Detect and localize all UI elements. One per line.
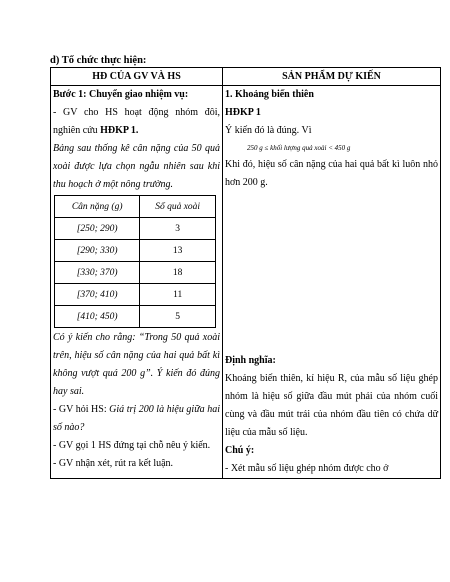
table-row	[55, 306, 216, 328]
answer-text: Ý kiến đó là đúng. Vì	[225, 125, 312, 136]
note-text: - Xét mẫu số liệu ghép nhóm được cho ở	[225, 463, 389, 474]
gv-ask-question: Giá trị 200 là hiệu giữa hai số nào?	[53, 404, 220, 433]
gv-ask-prefix: - GV hỏi HS:	[53, 404, 110, 415]
teacher-student-cell	[51, 86, 223, 479]
table-body-row	[51, 86, 441, 479]
activity-table	[50, 67, 441, 479]
definition-title: Định nghĩa:	[225, 355, 276, 366]
gv-call-paragraph: - GV gọi 1 HS đứng tại chỗ nêu ý kiến.	[53, 440, 211, 451]
table-header-row	[51, 68, 441, 86]
mango-count: 13	[140, 240, 216, 262]
question-paragraph: Có ý kiến cho rằng: “Trong 50 quả xoài trên, hiệu số cân nặng của hai quả bất kì không vượt quá 200 g”. Ý kiến đó đúng hay sai.	[53, 332, 220, 397]
mango-count: 11	[140, 284, 216, 306]
task-bold: HĐKP 1.	[100, 125, 139, 136]
col-right-header: SẢN PHẨM DỰ KIẾN	[223, 68, 441, 86]
col-left-header: HĐ CỦA GV VÀ HS	[51, 68, 223, 86]
table-row	[55, 240, 216, 262]
intro-paragraph: Bảng sau thống kê cân nặng của 50 quả xoài được lựa chọn ngẫu nhiên sau khi thu hoạch ở một nông trường.	[53, 143, 220, 190]
gv-ask-paragraph	[53, 401, 220, 437]
task-text: - GV cho HS hoạt động nhóm đôi, nghiên cứu	[53, 107, 220, 136]
mango-count: 18	[140, 262, 216, 284]
weight-inequality: 250 g ≤ khối lượng quả xoài < 450 g	[247, 144, 351, 152]
definition-text: Khoảng biến thiên, kí hiệu R, của mẫu số liệu ghép nhóm là hiệu số giữa đầu mút phải của nhóm cuối cùng và đầu mút trái của nhóm đầu tiên có chứa dữ liệu của mẫu số liệu.	[225, 373, 438, 438]
task-paragraph	[53, 104, 220, 140]
conclusion-text: Khi đó, hiệu số cân nặng của hai quả bất kì luôn nhỏ hơn 200 g.	[225, 159, 438, 188]
step-title: Bước 1: Chuyển giao nhiệm vụ:	[53, 89, 189, 100]
weight-interval: [330; 370)	[55, 262, 140, 284]
table-row	[55, 262, 216, 284]
weight-interval: [370; 410)	[55, 284, 140, 306]
hdkp-label: HĐKP 1	[225, 107, 261, 118]
section-heading: d) Tổ chức thực hiện:	[50, 55, 147, 66]
weight-interval: [290; 330)	[55, 240, 140, 262]
range-title: 1. Khoảng biến thiên	[225, 89, 314, 100]
weight-interval: [410; 450)	[55, 306, 140, 328]
table-row	[55, 284, 216, 306]
inner-header-weight: Cân nặng (g)	[55, 196, 140, 218]
mango-count: 3	[140, 218, 216, 240]
expected-product-cell	[223, 86, 441, 479]
inner-header-count: Số quả xoài	[140, 196, 216, 218]
blank-space	[225, 192, 438, 352]
mango-count: 5	[140, 306, 216, 328]
inner-header-row	[55, 196, 216, 218]
note-title: Chú ý:	[225, 445, 255, 456]
mango-weight-table	[54, 195, 216, 328]
weight-interval: [250; 290)	[55, 218, 140, 240]
table-row	[55, 218, 216, 240]
gv-comment-paragraph: - GV nhận xét, rút ra kết luận.	[53, 458, 174, 469]
